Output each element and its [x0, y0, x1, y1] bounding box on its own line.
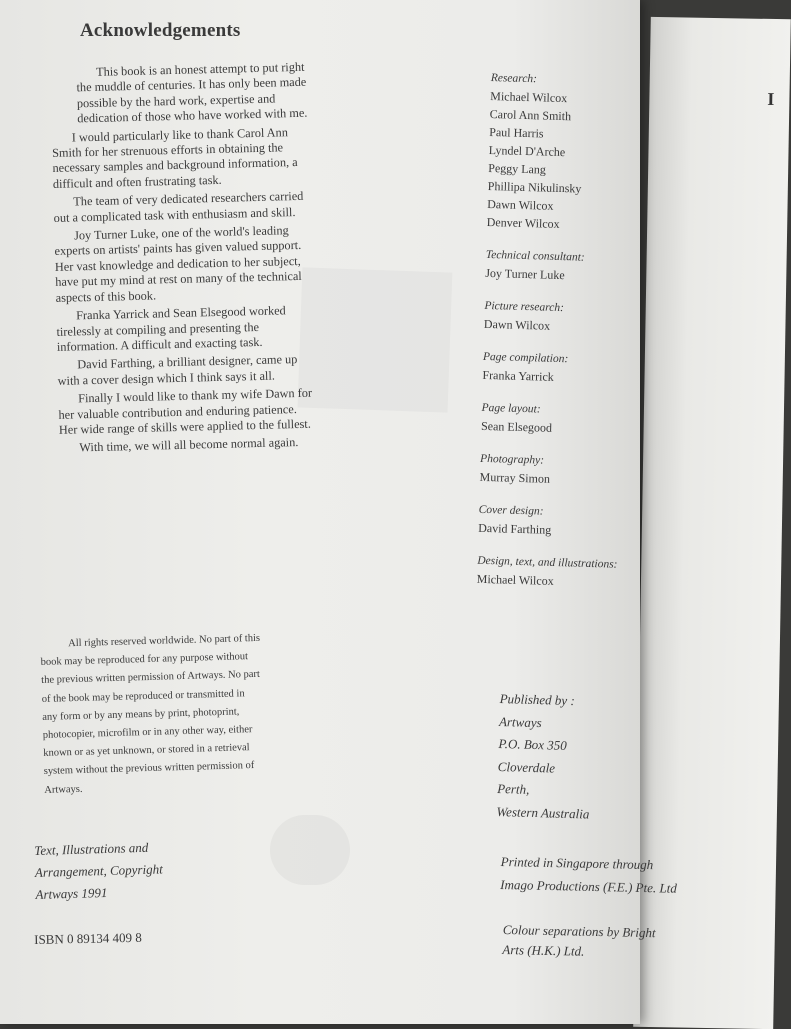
credit-name: Michael Wilcox: [476, 571, 554, 588]
credit-name: Peggy Lang: [488, 160, 547, 177]
copyright-line: Artways 1991: [35, 884, 108, 902]
credit-name: Paul Harris: [489, 124, 544, 141]
copyright-notice: [34, 834, 236, 906]
credit-name: Sean Elsegood: [480, 418, 553, 435]
colour-separation-info: [502, 920, 703, 964]
credit-group-research: [487, 70, 691, 237]
copyright-line: Text, Illustrations and: [34, 839, 149, 858]
publisher-line: Published by :: [499, 690, 575, 709]
printer-line: Printed in Singapore through: [500, 853, 654, 873]
copyright-line: Arrangement, Copyright: [34, 861, 163, 880]
credit-label: Photography:: [479, 452, 545, 467]
rights-text: All rights reserved worldwide. No part of this book may be reproduced for any purpose without the previous written permission of Artways. No part of the book may be reproduced or transmitted in any form or by any means by print, photoprint, photocopier, microfilm or in any other way, either known or as yet unknown, or stored in a retrieval system without the previous written permission of Artways.: [40, 632, 261, 796]
ack-paragraph: The team of very dedicated researchers carried out a complicated task with enthusiasm and skill.: [53, 189, 304, 225]
publisher-line: Perth,: [496, 781, 530, 798]
acknowledgements-text: [50, 60, 318, 460]
facing-page-edge-letter: I: [767, 88, 775, 110]
credit-name: Denver Wilcox: [486, 214, 560, 231]
credit-name: Franka Yarrick: [482, 367, 554, 384]
publisher-line: P.O. Box 350: [498, 736, 568, 754]
credits-list: [476, 70, 691, 609]
ack-paragraph: Joy Turner Luke, one of the world's leading experts on artists' paints has given valued support. Her vast knowledge and dedication to her subject, have put my mind at rest on many of the technical aspects of this book.: [54, 223, 302, 305]
colour-line: Arts (H.K.) Ltd.: [502, 941, 585, 959]
publisher-line: Cloverdale: [497, 758, 556, 776]
credit-name: Michael Wilcox: [490, 88, 568, 106]
ack-paragraph: This book is an honest attempt to put right the muddle of centuries. It has only been made possible by the hard work, expertise and dedication of those who have worked with me.: [76, 59, 308, 126]
rights-notice: [40, 630, 264, 800]
printer-info: [500, 850, 711, 900]
credit-label: Picture research:: [484, 299, 565, 315]
colour-line: Colour separations by Bright: [502, 921, 656, 941]
credit-label: Research:: [490, 71, 538, 86]
credit-group-page-compilation: [482, 349, 683, 390]
ack-paragraph: Franka Yarrick and Sean Elsegood worked tirelessly at compiling and presenting the information. A difficult and exacting task.: [56, 303, 286, 354]
credit-name: David Farthing: [478, 520, 552, 537]
printer-line: Imago Productions (F.E.) Pte. Ltd: [500, 876, 677, 896]
isbn: ISBN 0 89134 409 8: [34, 929, 142, 947]
credit-group-page-layout: [481, 400, 682, 441]
ack-paragraph: Finally I would like to thank my wife Dawn for her valuable contribution and enduring patience. Her wide range of skills were applied to the fullest.: [58, 385, 313, 437]
credit-label: Technical consultant:: [485, 248, 585, 264]
credit-label: Page compilation:: [482, 350, 569, 366]
credit-label: Cover design:: [478, 503, 544, 518]
credit-name: Carol Ann Smith: [489, 106, 572, 124]
ack-paragraph: I would particularly like to thank Carol Ann Smith for her strenuous efforts in obtaining the necessary samples and background information, a difficult and often frustrating task.: [51, 124, 298, 191]
page-title: Acknowledgements: [80, 20, 241, 41]
credit-name: Murray Simon: [479, 469, 551, 486]
credit-name: Joy Turner Luke: [485, 265, 565, 283]
credit-name: Dawn Wilcox: [487, 196, 554, 213]
credit-group-picture-research: [484, 298, 685, 339]
credit-group-cover-design: [478, 502, 679, 543]
ack-paragraph: David Farthing, a brilliant designer, came up with a cover design which I think says it all.: [57, 352, 298, 388]
show-through-shadow: [298, 267, 453, 412]
publisher-line: Western Australia: [496, 803, 590, 822]
credit-name: Lyndel D'Arche: [488, 142, 566, 160]
publisher-line: Artways: [498, 713, 542, 730]
show-through-logo: [270, 815, 350, 885]
credit-group-technical-consultant: [485, 247, 686, 288]
credit-group-photography: [479, 451, 680, 492]
credit-name: Dawn Wilcox: [483, 316, 551, 333]
credit-name: Phillipa Nikulinsky: [487, 178, 582, 196]
credit-label: Design, text, and illustrations:: [477, 554, 618, 571]
publisher-info: [496, 688, 690, 829]
ack-paragraph: With time, we will all become normal again.: [79, 435, 299, 455]
credit-label: Page layout:: [481, 401, 541, 416]
credit-group-design-text-illustrations: [477, 553, 678, 594]
